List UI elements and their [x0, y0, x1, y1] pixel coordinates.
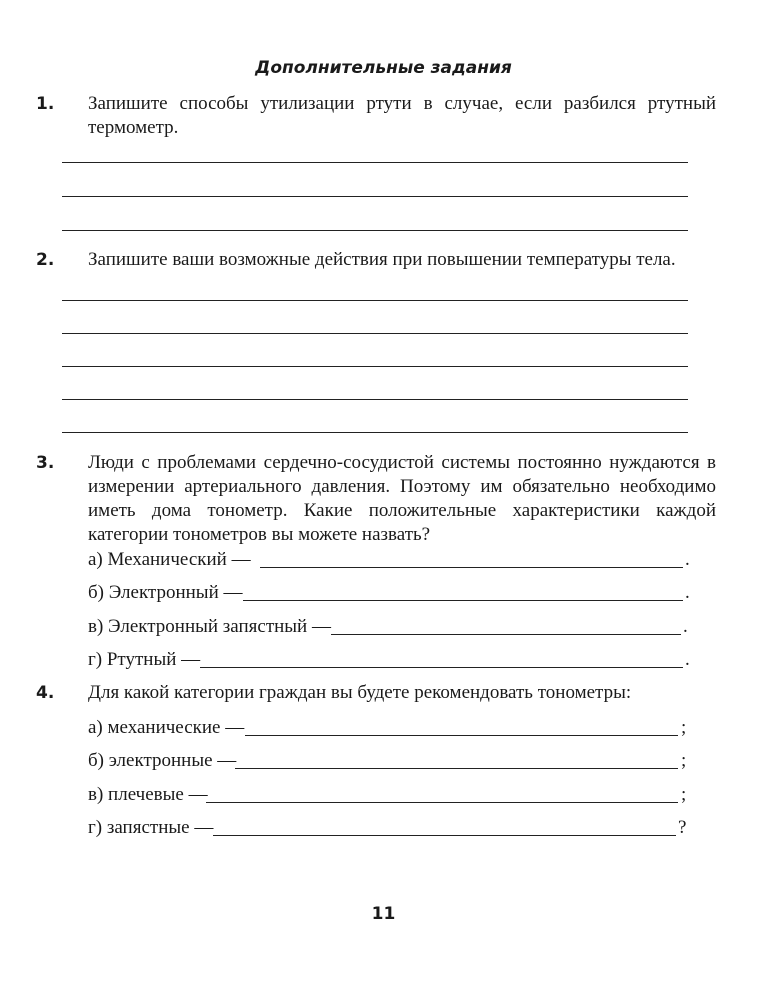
answer-line[interactable]: [62, 162, 688, 163]
item-end-mark: .: [685, 582, 690, 603]
item-label: г) Ртутный —: [88, 649, 201, 670]
answer-line[interactable]: [331, 634, 681, 635]
question-1-number: 1.: [36, 94, 55, 114]
item-end-mark: ;: [681, 750, 687, 771]
answer-line[interactable]: [206, 802, 678, 803]
answer-line[interactable]: [213, 835, 676, 836]
answer-line[interactable]: [200, 667, 683, 668]
question-4: [36, 681, 716, 705]
item-end-mark: .: [683, 616, 688, 637]
question-2: [36, 248, 716, 272]
page-number: 11: [371, 904, 396, 924]
question-3: [36, 451, 716, 547]
answer-line[interactable]: [62, 432, 688, 433]
question-4-text: Для какой категории граждан вы будете рекомендовать тонометры:: [88, 682, 632, 703]
item-label: б) Электронный —: [88, 582, 243, 603]
question-3-text: Люди с проблемами сердечно-сосудистой системы постоянно нуждаются в измерении артериального давления. Поэтому им обязательно необходимо иметь дома тонометр. Какие положительные характеристики каждой категории тонометров вы можете назвать?: [88, 452, 716, 545]
item-label: г) запястные —: [88, 817, 214, 838]
answer-line[interactable]: [245, 735, 678, 736]
item-label: в) плечевые —: [88, 784, 208, 805]
item-label: б) электронные —: [88, 750, 237, 771]
question-3-item-d: [88, 648, 690, 672]
question-3-item-c: [88, 615, 690, 639]
answer-line[interactable]: [260, 567, 683, 568]
question-4-item-c: [88, 783, 690, 807]
question-3-item-a: [88, 548, 690, 572]
question-1: [36, 92, 716, 140]
item-label: а) механические —: [88, 717, 245, 738]
answer-line[interactable]: [62, 366, 688, 367]
question-2-text: Запишите ваши возможные действия при повышении температуры тела.: [88, 249, 676, 270]
item-end-mark: .: [685, 649, 690, 670]
item-end-mark: ;: [681, 784, 687, 805]
item-label: а) Механический —: [88, 549, 251, 570]
answer-line[interactable]: [62, 300, 688, 301]
answer-line[interactable]: [62, 399, 688, 400]
item-label: в) Электронный запястный —: [88, 616, 331, 637]
question-3-item-b: [88, 581, 690, 605]
answer-line[interactable]: [235, 768, 678, 769]
answer-line[interactable]: [62, 230, 688, 231]
answer-line[interactable]: [243, 600, 683, 601]
section-title: Дополнительные задания: [255, 58, 512, 78]
item-end-mark: ;: [681, 717, 687, 738]
question-2-number: 2.: [36, 250, 55, 270]
question-1-text: Запишите способы утилизации ртути в случае, если разбился ртутный термометр.: [88, 93, 716, 138]
question-4-item-d: [88, 816, 690, 840]
item-end-mark: ?: [678, 817, 687, 838]
question-4-item-a: [88, 716, 690, 740]
question-3-number: 3.: [36, 453, 55, 473]
question-4-item-b: [88, 749, 690, 773]
item-end-mark: .: [685, 549, 690, 570]
answer-line[interactable]: [62, 333, 688, 334]
question-4-number: 4.: [36, 683, 55, 703]
answer-line[interactable]: [62, 196, 688, 197]
